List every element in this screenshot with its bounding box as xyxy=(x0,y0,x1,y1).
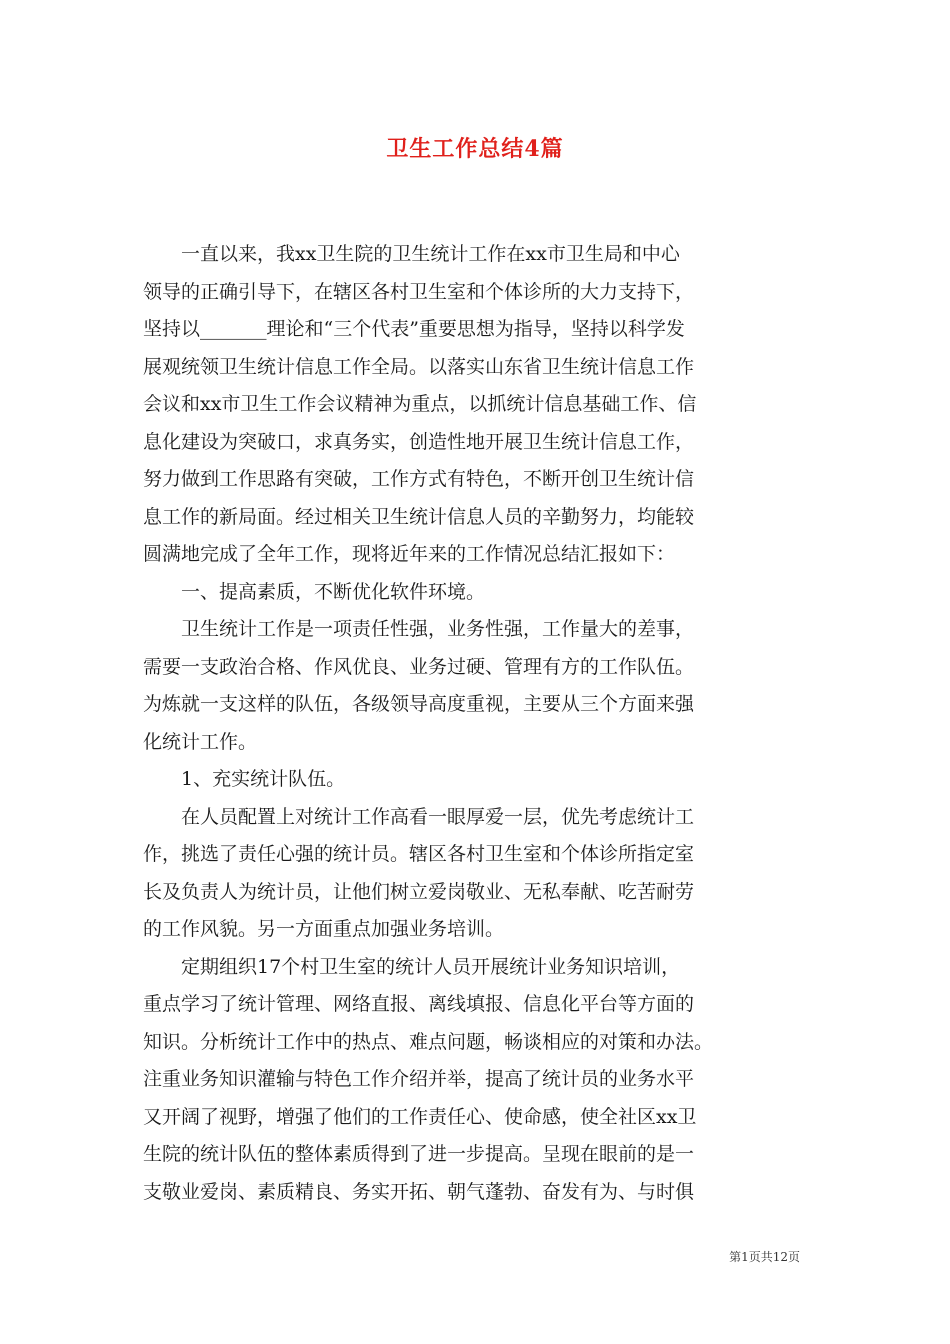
paragraph-line: 为炼就一支这样的队伍，各级领导高度重视，主要从三个方面来强 xyxy=(143,693,695,715)
paragraph-line: 注重业务知识灌输与特色工作介绍并举，提高了统计员的业务水平 xyxy=(143,1068,695,1090)
paragraph-line: 生院的统计队伍的整体素质得到了进一步提高。呈现在眼前的是一 xyxy=(143,1143,695,1165)
paragraph-line: 的工作风貌。另一方面重点加强业务培训。 xyxy=(143,918,505,940)
paragraph-line: 卫生统计工作是一项责任性强，业务性强，工作量大的差事， xyxy=(181,618,695,640)
paragraph-line: 展观统领卫生统计信息工作全局。以落实山东省卫生统计信息工作 xyxy=(143,355,695,378)
paragraph-line: 定期组织17个村卫生室的统计人员开展统计业务知识培训， xyxy=(181,955,681,978)
page-number: 第1页共12页 xyxy=(729,1250,800,1264)
paragraph-line: 坚持以_______理论和“三个代表”重要思想为指导，坚持以科学发 xyxy=(143,318,685,340)
document-body xyxy=(143,236,823,1211)
paragraph-line: 作，挑选了责任心强的统计员。辖区各村卫生室和个体诊所指定室 xyxy=(143,843,695,865)
paragraph-line: 息化建设为突破口，求真务实，创造性地开展卫生统计信息工作， xyxy=(143,430,695,453)
paragraph-line: 重点学习了统计管理、网络直报、离线填报、信息化平台等方面的 xyxy=(143,993,695,1015)
document-title: 卫生工作总结4篇 xyxy=(386,136,564,162)
paragraph-line: 领导的正确引导下，在辖区各村卫生室和个体诊所的大力支持下， xyxy=(143,280,695,303)
paragraph-line: 又开阔了视野，增强了他们的工作责任心、使命感，使全社区xx卫 xyxy=(143,1105,697,1128)
paragraph-line: 一直以来，我xx卫生院的卫生统计工作在xx市卫生局和中心 xyxy=(181,243,680,265)
section-heading: 一、提高素质，不断优化软件环境。 xyxy=(181,580,486,603)
paragraph-line: 会议和xx市卫生工作会议精神为重点，以抓统计信息基础工作、信 xyxy=(143,393,697,415)
paragraph-line: 化统计工作。 xyxy=(143,730,258,753)
paragraph-line: 支敬业爱岗、素质精良、务实开拓、朝气蓬勃、奋发有为、与时俱 xyxy=(143,1180,695,1203)
paragraph-line: 需要一支政治合格、作风优良、业务过硬、管理有方的工作队伍。 xyxy=(143,655,695,678)
subsection-heading: 1、充实统计队伍。 xyxy=(181,768,346,790)
paragraph-line: 努力做到工作思路有突破，工作方式有特色，不断开创卫生统计信 xyxy=(143,468,695,490)
paragraph-line: 在人员配置上对统计工作高看一眼厚爱一层，优先考虑统计工 xyxy=(181,805,695,828)
paragraph-line: 息工作的新局面。经过相关卫生统计信息人员的辛勤努力，均能较 xyxy=(143,505,695,528)
paragraph-line: 长及负责人为统计员，让他们树立爱岗敬业、无私奉献、吃苦耐劳 xyxy=(143,880,695,903)
paragraph-line: 圆满地完成了全年工作，现将近年来的工作情况总结汇报如下： xyxy=(143,543,676,565)
paragraph-line: 知识。分析统计工作中的热点、难点问题，畅谈相应的对策和办法。 xyxy=(143,1030,714,1053)
